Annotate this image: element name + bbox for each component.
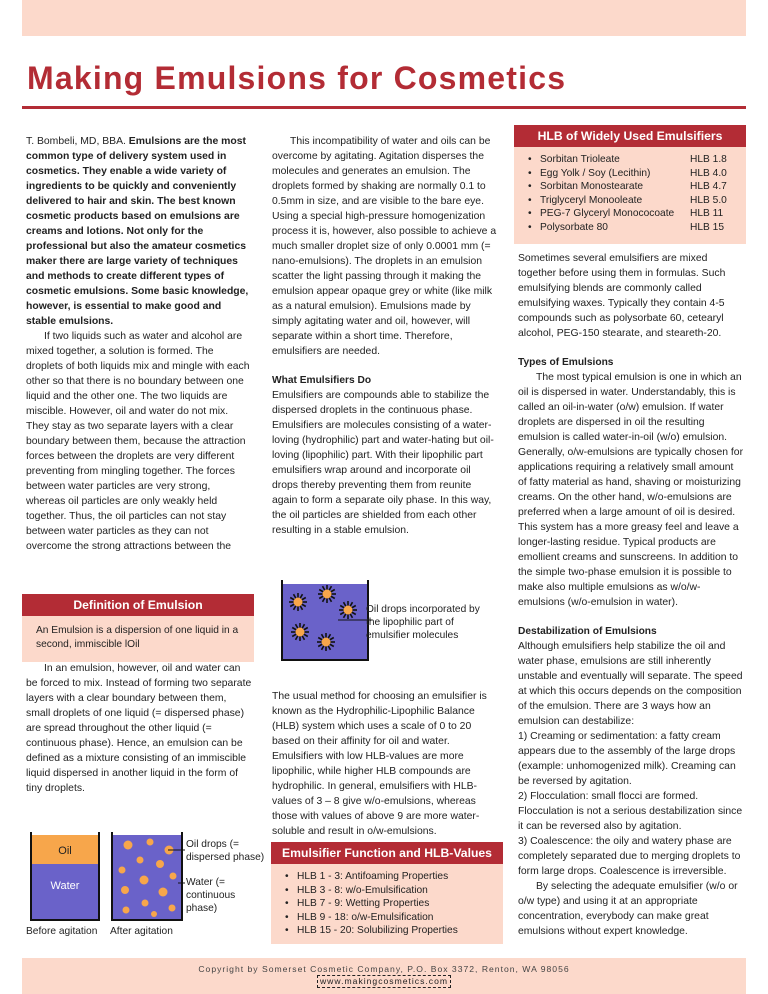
intro-paragraph bbox=[26, 134, 252, 329]
function-item-text: HLB 7 - 9: Wetting Properties bbox=[297, 898, 430, 909]
column-2-hlb bbox=[272, 689, 498, 839]
bullet-icon: • bbox=[528, 194, 532, 206]
definition-box bbox=[22, 594, 254, 662]
hlb-row bbox=[528, 221, 734, 235]
function-list bbox=[271, 864, 503, 944]
paragraph-blends: Sometimes several emulsifiers are mixed together before using them in formulas. Such emulsifying blends are commonly called emulsifying waxes. Typically they contain 4-5 compounds such as polysorbate 60, cetearyl alcohol, PEG-150 stearate, and steareth-20. bbox=[518, 253, 726, 339]
oil-drop bbox=[169, 905, 176, 912]
hlb-emulsifier-name bbox=[528, 153, 690, 167]
bullet-icon: • bbox=[285, 898, 289, 909]
hlb-box bbox=[514, 125, 746, 244]
hlb-value: HLB 15 bbox=[690, 221, 724, 233]
paragraph-miscible: If two liquids such as water and alcohol are mixed together, a solution is formed. The droplets of both liquids mix and mingle with each other so that there is no boundary between one liquid and the other one. The two liquids are miscible. However, oil and water do not mix. They stay as two separate layers with a clear boundary between them, because the attraction forces between the droplets are very different preventing from mingling together. The forces between water particles are very strong, whereas oil particles are only weakly held together. Thus, the oil particles can not stay between water particles as they can not overcome the strong attractions between the bbox=[26, 331, 250, 552]
oil-drop bbox=[123, 907, 130, 914]
heading-what-emulsifiers-do: What Emulsifiers Do bbox=[272, 375, 372, 386]
heading-types: Types of Emulsions bbox=[518, 357, 614, 368]
function-list-item bbox=[285, 924, 493, 938]
column-1-continued bbox=[26, 661, 252, 796]
hlb-name-text: Sorbitan Monostearate bbox=[540, 181, 644, 192]
function-list-item bbox=[285, 897, 493, 911]
after-agitation-label: After agitation bbox=[110, 926, 173, 937]
oil-drop bbox=[159, 888, 168, 897]
column-3 bbox=[518, 251, 744, 939]
hlb-name-text: Sorbitan Trioleate bbox=[540, 154, 620, 165]
hlb-name-text: Egg Yolk / Soy (Lecithin) bbox=[540, 167, 651, 179]
hlb-emulsifier-name bbox=[528, 180, 690, 194]
oil-drop bbox=[119, 867, 126, 874]
function-item-text: HLB 9 - 18: o/w-Emulsification bbox=[297, 911, 434, 923]
hlb-row bbox=[528, 194, 734, 208]
oil-label: Oil bbox=[58, 845, 72, 857]
emulsifier-diagram-label: Oil drops incorporated by the lipophilic part of emulsifier molecules bbox=[366, 604, 480, 641]
function-item-text: HLB 1 - 3: Antifoaming Properties bbox=[297, 871, 449, 882]
oil-drop bbox=[140, 876, 149, 885]
hlb-name-text: Polysorbate 80 bbox=[540, 221, 608, 233]
function-item-text: HLB 3 - 8: w/o-Emulsification bbox=[297, 884, 428, 896]
copyright: Copyright by Somerset Cosmetic Company, P.O. Box 3372, Renton, WA 98056 bbox=[198, 964, 570, 974]
water-continuous-label: Water (= continuous phase) bbox=[186, 877, 236, 914]
bullet-icon: • bbox=[528, 208, 532, 219]
author: T. Bombeli, MD, BBA. bbox=[26, 136, 126, 147]
page-title: Making Emulsions for Cosmetics bbox=[27, 60, 567, 96]
header-band bbox=[22, 0, 746, 36]
hlb-row bbox=[528, 207, 734, 221]
hlb-emulsifier-name bbox=[528, 221, 690, 235]
definition-text: An Emulsion is a dispersion of one liquid in a second, immiscible lOil bbox=[22, 616, 254, 662]
hlb-row bbox=[528, 167, 734, 181]
oil-drop bbox=[137, 857, 144, 864]
oil-drop bbox=[124, 841, 133, 850]
oil-drop bbox=[121, 886, 129, 894]
bullet-icon: • bbox=[528, 167, 532, 179]
paragraph-emulsifiers: Emulsifiers are compounds able to stabilize the dispersed droplets in the continuous phase. Emulsifiers are molecules consisting of a water-loving (hydrophilic) part and water-hating but oil-loving (lipophilic) part. With their lipophilic part emulsifiers wrap around and incorporate oil drops thereby preventing them from reunite again to form a separate oily phase. In this way, the oil particles are shielded from each other resulting in a stable emulsion. bbox=[272, 390, 494, 536]
oil-drop bbox=[170, 873, 177, 880]
bullet-icon: • bbox=[285, 911, 289, 923]
website-link[interactable]: www.makingcosmetics.com bbox=[317, 975, 451, 988]
agitation-diagram bbox=[30, 830, 185, 922]
function-list-item bbox=[285, 884, 493, 898]
bullet-icon: • bbox=[528, 181, 532, 192]
hlb-table bbox=[528, 153, 734, 234]
paragraph-types: The most typical emulsion is one in which an oil is dispersed in water. Understandably, this is called an oil-in-water (o/w) emulsion. If water droplets are dispersed in oil the resulting emulsion is called water-in-oil (w/o) emulsion. Generally, o/w-emulsions are typically chosen for applications requiring a relatively small amount of fatty material as hand, shaving or moisturizing creams. On the other hand, w/o-emulsions are preferred when a large amount of oil is desired. This system has a more greasy feel and leave a longer-lasting residue. Typical products are emollient creams and sunscreens. In addition to the simple two-phase emulsion it is possible to make also multiple emulsions as w/o/w-emulsions (w/o-emulsion in water). bbox=[518, 372, 744, 608]
paragraph-agitation: This incompatibility of water and oils can be overcome by agitating. Agitation disperses the molecules and generates an emulsion. The droplets formed by shaking are normally 0.1 to 0.5mm in size, and are visible to the bare eye. Using a special high-pressure homogenization process it is, however, also possible to achieve a much smaller droplet size of only 0.0001 mm (= nano-emulsions). The droplets in an emulsion scatter the light passing through it making the emulsion appear opaque grey or white (like milk as a natural emulsion). Emulsions made by simply agitating water and oil, however, will separate within a short time. Therefore, emulsifiers are needed. bbox=[272, 136, 497, 357]
hlb-table-body bbox=[514, 147, 746, 244]
footer bbox=[22, 958, 746, 994]
item-flocculation: 2) Flocculation: small flocci are formed. Flocculation is not a serious destabilization since it can be reversed also by agitation. bbox=[518, 791, 743, 832]
hlb-value: HLB 4.7 bbox=[690, 181, 727, 192]
paragraph-emulsion-definition: In an emulsion, however, oil and water can be forced to mix. Instead of forming two separate layers with a clear boundary between them, small droplets of one liquid (= dispersed phase) are spread throughout the other liquid (= continuous phase). Hence, an emulsion can be defined as a mixture consisting of an immiscible liquid dispersed in another liquid in the form of tiny droplets. bbox=[26, 663, 252, 794]
hlb-name-text: PEG-7 Glyceryl Monococoate bbox=[540, 208, 675, 219]
column-1 bbox=[26, 134, 252, 554]
oil-drop bbox=[147, 839, 154, 846]
bullet-icon: • bbox=[528, 154, 532, 165]
paragraph-hlb-system: The usual method for choosing an emulsifier is known as the Hydrophilic-Lipophilic Balance (HLB) system which uses a scale of 0 to 20 based on their affinity for oil and water. Emulsifiers with low HLB-values are more lipophilic, while higher HLB compounds are hydrophilic. In general, emulsifiers with HLB-values of 3 – 8 give w/o-emulsions, whereas those with values of above 9 are more water-soluble and result in o/w-emulsions. bbox=[272, 691, 487, 837]
heading-destabilization: Destabilization of Emulsions bbox=[518, 626, 657, 637]
function-heading: Emulsifier Function and HLB-Values bbox=[271, 842, 503, 864]
title-rule bbox=[22, 106, 746, 109]
column-2 bbox=[272, 134, 498, 538]
function-list-item bbox=[285, 870, 493, 884]
bullet-icon: • bbox=[285, 871, 289, 882]
hlb-emulsifier-name bbox=[528, 194, 690, 208]
item-creaming: 1) Creaming or sedimentation: a fatty cream appears due to the assembly of the large drops (example: unhomogenized milk). Creaming can be reversed by agitation. bbox=[518, 731, 736, 787]
water-label: Water bbox=[50, 880, 80, 892]
bullet-icon: • bbox=[285, 925, 289, 936]
bullet-icon: • bbox=[285, 884, 289, 896]
emulsifier-diagram bbox=[280, 580, 372, 664]
hlb-emulsifier-name bbox=[528, 207, 690, 221]
intro-bold: Emulsions are the most common type of delivery system used in cosmetics. They enable a wide variety of ingredients to be quickly and conveniently delivered to hair and skin. The best known cosmetic products based on emulsions are creams and lotions. Not only for the professional but also the amateur cosmetics maker there are large variety of techniques and methods to create different types of cosmetic emulsions. Some basic knowledge, however, is essential to make good and stable emulsions. bbox=[26, 136, 249, 327]
oil-drop bbox=[151, 911, 157, 917]
hlb-value: HLB 1.8 bbox=[690, 154, 727, 165]
bullet-icon: • bbox=[528, 221, 532, 233]
function-list-item bbox=[285, 911, 493, 925]
hlb-name-text: Triglyceryl Monooleate bbox=[540, 194, 643, 206]
hlb-value: HLB 4.0 bbox=[690, 167, 727, 179]
function-item-text: HLB 15 - 20: Solubilizing Properties bbox=[297, 925, 458, 936]
paragraph-destabilization: Although emulsifiers help stabilize the oil and water phase, emulsions are still inherently unstable and eventually will separate. The speed at which this occurs depends on the composition of the emulsion. There are 3 ways how an emulsion can destabilize: bbox=[518, 641, 743, 727]
hlb-emulsifier-name bbox=[528, 167, 690, 181]
oil-drops-label: Oil drops (= dispersed phase) bbox=[186, 839, 265, 863]
hlb-value: HLB 11 bbox=[690, 208, 724, 219]
hlb-value: HLB 5.0 bbox=[690, 194, 727, 206]
oil-drop bbox=[156, 860, 164, 868]
hlb-heading: HLB of Widely Used Emulsifiers bbox=[514, 125, 746, 147]
before-agitation-label: Before agitation bbox=[26, 926, 98, 937]
oil-drop bbox=[142, 900, 149, 907]
item-coalescence: 3) Coalescence: the oily and watery phase are completely separated due to merging droplets to form large drops. Coalescence is irreversible. bbox=[518, 836, 741, 877]
hlb-row bbox=[528, 180, 734, 194]
definition-heading: Definition of Emulsion bbox=[22, 594, 254, 616]
hlb-row bbox=[528, 153, 734, 167]
emulsifier-function-box bbox=[271, 842, 503, 944]
paragraph-selecting: By selecting the adequate emulsifier (w/o or o/w type) and using it at an appropriate concentration, everybody can make great emulsions without expert knowledge. bbox=[518, 881, 738, 937]
